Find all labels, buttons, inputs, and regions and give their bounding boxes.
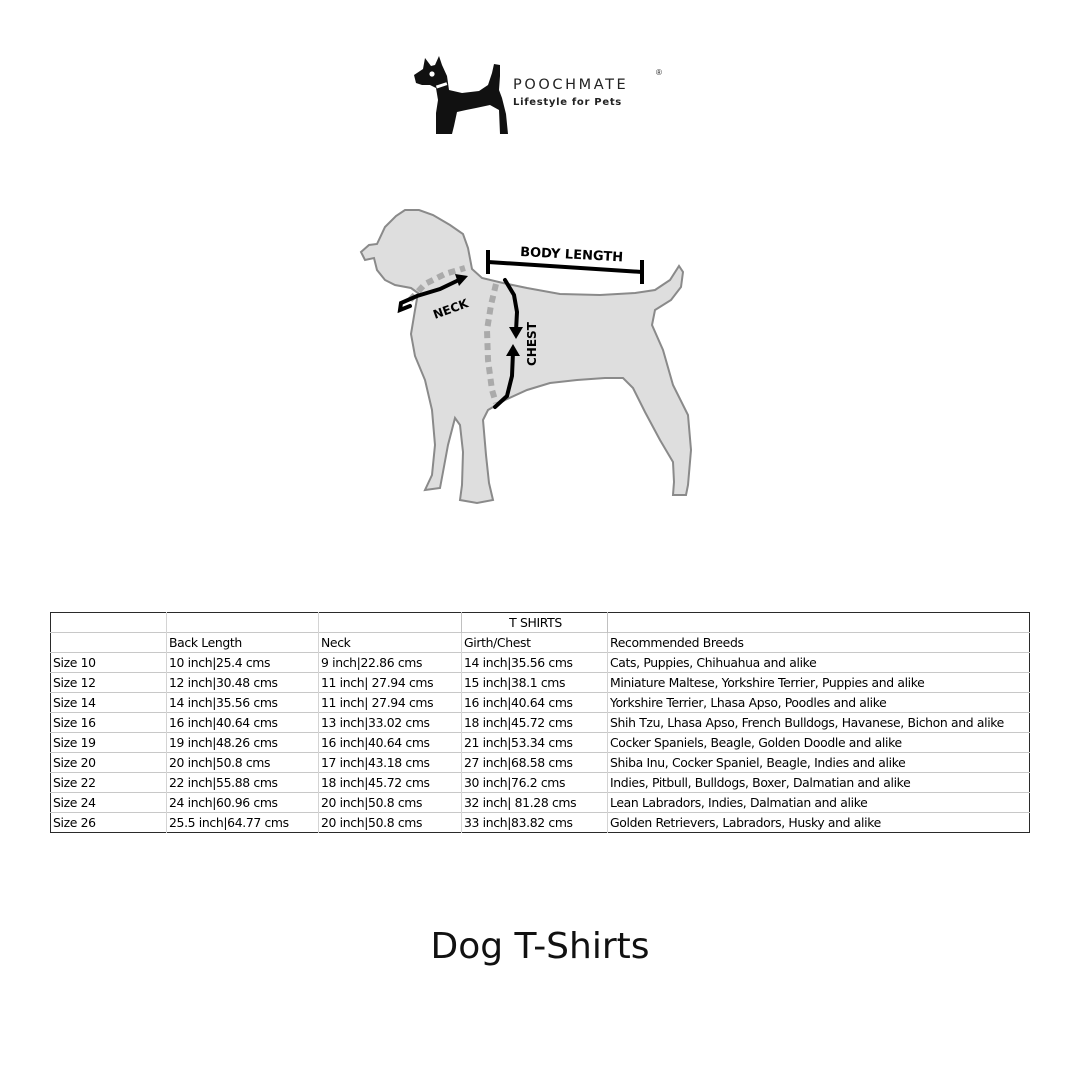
- table-cell: 9 inch|22.86 cms: [319, 653, 462, 673]
- table-cell: Size 26: [51, 813, 167, 833]
- table-cell: 24 inch|60.96 cms: [167, 793, 319, 813]
- dog-silhouette-icon: [412, 50, 510, 140]
- table-row: [51, 813, 1030, 833]
- table-row: [51, 673, 1030, 693]
- table-cell: Size 19: [51, 733, 167, 753]
- column-header: Back Length: [167, 633, 319, 653]
- table-cell: 11 inch| 27.94 cms: [319, 693, 462, 713]
- table-cell: 27 inch|68.58 cms: [462, 753, 608, 773]
- table-cell: 14 inch|35.56 cms: [167, 693, 319, 713]
- registered-mark: ®: [656, 68, 662, 77]
- table-cell: 14 inch|35.56 cms: [462, 653, 608, 673]
- brand-logo: [412, 50, 692, 142]
- table-cell: 18 inch|45.72 cms: [319, 773, 462, 793]
- table-cell: 17 inch|43.18 cms: [319, 753, 462, 773]
- table-cell: 16 inch|40.64 cms: [319, 733, 462, 753]
- table-cell: [51, 613, 167, 633]
- table-cell: 12 inch|30.48 cms: [167, 673, 319, 693]
- table-row: [51, 653, 1030, 673]
- table-cell: [608, 613, 1030, 633]
- table-cell: 25.5 inch|64.77 cms: [167, 813, 319, 833]
- brand-name: POOCHMATE: [513, 77, 629, 93]
- table-cell: 10 inch|25.4 cms: [167, 653, 319, 673]
- table-cell: 22 inch|55.88 cms: [167, 773, 319, 793]
- page-title: Dog T-Shirts: [430, 926, 650, 967]
- table-cell: 20 inch|50.8 cms: [319, 813, 462, 833]
- table-cell: Shiba Inu, Cocker Spaniel, Beagle, Indies and alike: [608, 753, 1030, 773]
- table-cell: Indies, Pitbull, Bulldogs, Boxer, Dalmatian and alike: [608, 773, 1030, 793]
- size-chart-body: [51, 613, 1030, 833]
- table-cell: Golden Retrievers, Labradors, Husky and alike: [608, 813, 1030, 833]
- table-cell: 18 inch|45.72 cms: [462, 713, 608, 733]
- size-chart-table: [50, 612, 1030, 833]
- neck-label: NECK: [431, 296, 471, 322]
- table-cell: 20 inch|50.8 cms: [319, 793, 462, 813]
- table-cell: [167, 613, 319, 633]
- column-header: [51, 633, 167, 653]
- table-cell: 20 inch|50.8 cms: [167, 753, 319, 773]
- table-caption-row: [51, 613, 1030, 633]
- table-cell: Size 22: [51, 773, 167, 793]
- table-cell: 19 inch|48.26 cms: [167, 733, 319, 753]
- table-cell: 11 inch| 27.94 cms: [319, 673, 462, 693]
- table-cell: [319, 613, 462, 633]
- column-header: Girth/Chest: [462, 633, 608, 653]
- table-cell: Size 10: [51, 653, 167, 673]
- table-cell: Shih Tzu, Lhasa Apso, French Bulldogs, Havanese, Bichon and alike: [608, 713, 1030, 733]
- body-length-label: BODY LENGTH: [519, 245, 624, 266]
- table-row: [51, 773, 1030, 793]
- table-cell: 15 inch|38.1 cms: [462, 673, 608, 693]
- table-cell: Size 14: [51, 693, 167, 713]
- brand-tagline: Lifestyle for Pets: [513, 97, 622, 108]
- table-cell: 30 inch|76.2 cms: [462, 773, 608, 793]
- table-cell: Size 20: [51, 753, 167, 773]
- table-row: [51, 793, 1030, 813]
- table-cell: 16 inch|40.64 cms: [462, 693, 608, 713]
- table-row: [51, 753, 1030, 773]
- chest-label: CHEST: [525, 322, 539, 366]
- column-header: Neck: [319, 633, 462, 653]
- table-cell: 21 inch|53.34 cms: [462, 733, 608, 753]
- column-header: Recommended Breeds: [608, 633, 1030, 653]
- table-cell: Cocker Spaniels, Beagle, Golden Doodle and alike: [608, 733, 1030, 753]
- measurement-diagram: [355, 200, 695, 510]
- table-row: [51, 733, 1030, 753]
- table-row: [51, 693, 1030, 713]
- table-header-row: [51, 633, 1030, 653]
- table-cell: Size 16: [51, 713, 167, 733]
- table-cell: 13 inch|33.02 cms: [319, 713, 462, 733]
- table-cell: Miniature Maltese, Yorkshire Terrier, Puppies and alike: [608, 673, 1030, 693]
- table-row: [51, 713, 1030, 733]
- table-cell: 32 inch| 81.28 cms: [462, 793, 608, 813]
- table-cell: Size 12: [51, 673, 167, 693]
- table-cell: Size 24: [51, 793, 167, 813]
- table-cell: 33 inch|83.82 cms: [462, 813, 608, 833]
- table-cell: Cats, Puppies, Chihuahua and alike: [608, 653, 1030, 673]
- table-cell: Yorkshire Terrier, Lhasa Apso, Poodles and alike: [608, 693, 1030, 713]
- table-caption: T SHIRTS: [462, 613, 608, 633]
- table-cell: Lean Labradors, Indies, Dalmatian and alike: [608, 793, 1030, 813]
- table-cell: 16 inch|40.64 cms: [167, 713, 319, 733]
